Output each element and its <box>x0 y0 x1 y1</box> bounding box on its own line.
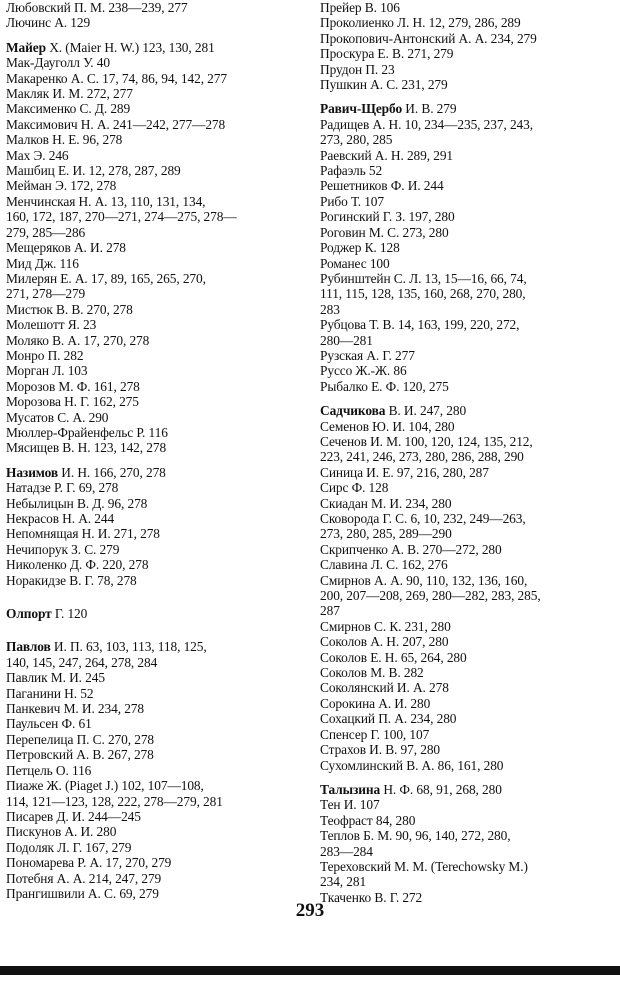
index-entry: Спенсер Г. 100, 107 <box>320 726 430 742</box>
index-entry: Рубцова Т. В. 14, 163, 199, 220, 272, <box>320 317 520 333</box>
index-entry: Майер X. (Maier H. W.) 123, 130, 281 <box>6 39 215 55</box>
index-entry: Макаренко А. С. 17, 74, 86, 94, 142, 277 <box>6 70 227 86</box>
index-entry: Ткаченко В. Г. 272 <box>320 889 423 905</box>
index-entry: Сорокина А. И. 280 <box>320 695 431 711</box>
index-entry: Руссо Ж.-Ж. 86 <box>320 363 407 379</box>
index-entry: Некрасов Н. А. 244 <box>6 511 115 526</box>
index-entry: Решетников Ф. И. 244 <box>320 178 444 194</box>
index-entry: Соколов А. Н. 207, 280 <box>320 634 449 650</box>
index-entry: 200, 207—208, 269, 280—282, 283, 285, <box>320 588 541 604</box>
index-entry: Морозова Н. Г. 162, 275 <box>6 394 139 410</box>
index-entry: Проколиенко Л. Н. 12, 279, 286, 289 <box>320 15 521 31</box>
index-entry: Малков Н. Е. 96, 278 <box>6 132 123 148</box>
index-entry: 114, 121—123, 128, 222, 278—279, 281 <box>6 793 223 809</box>
index-entry: Молешотт Я. 23 <box>6 317 97 333</box>
index-entry: Нечипорук З. С. 279 <box>6 541 120 557</box>
index-entry: Мусатов С. А. 290 <box>6 409 109 425</box>
index-entry: Панкевич М. И. 234, 278 <box>6 701 145 717</box>
index-entry: Прейер В. 106 <box>320 0 400 15</box>
index-entry: Непомнящая Н. И. 271, 278 <box>6 526 160 542</box>
index-entry: Пушкин А. С. 231, 279 <box>320 77 448 93</box>
index-entry: Прудон П. 23 <box>320 61 395 77</box>
index-entry: Скрипченко А. В. 270—272, 280 <box>320 541 502 557</box>
index-entry: Рузская А. Г. 277 <box>320 347 415 363</box>
index-entry: 283 <box>320 301 340 317</box>
index-entry: Мещеряков А. И. 278 <box>6 240 126 256</box>
index-entry: Смирнов А. А. 90, 110, 132, 136, 160, <box>320 572 528 588</box>
index-entry: Павлик М. И. 245 <box>6 670 105 686</box>
index-entry: Норакидзе В. Г. 78, 278 <box>6 572 137 588</box>
index-entry: Лючинс А. 129 <box>6 15 91 31</box>
index-entry: Соколов М. В. 282 <box>320 665 424 681</box>
index-entry: Рубинштейн С. Л. 13, 15—16, 66, 74, <box>320 270 527 286</box>
index-entry: Рогинский Г. З. 197, 280 <box>320 209 455 225</box>
index-entry: 287 <box>320 603 340 619</box>
index-entry: Раевский А. Н. 289, 291 <box>320 147 454 163</box>
index-entry: Менчинская Н. А. 13, 110, 131, 134, <box>6 193 206 209</box>
index-column-left <box>6 0 306 901</box>
index-entry: Олпорт Г. 120 <box>6 606 88 622</box>
index-entry: Максимович Н. А. 241—242, 277—278 <box>6 116 226 132</box>
index-entry: 111, 115, 128, 135, 160, 268, 270, 280, <box>320 286 526 302</box>
index-entry: 140, 145, 247, 264, 278, 284 <box>6 654 158 670</box>
index-entry: Машбиц Е. И. 12, 278, 287, 289 <box>6 163 181 179</box>
index-entry: Теофраст 84, 280 <box>320 812 416 828</box>
index-entry: Небылицын В. Д. 96, 278 <box>6 495 148 511</box>
index-entry: Сеченов И. М. 100, 120, 124, 135, 212, <box>320 433 533 449</box>
index-entry: Садчикова В. И. 247, 280 <box>320 403 467 419</box>
page-number: 293 <box>295 900 325 921</box>
index-entry: Тереховский М. М. (Terechowsky M.) <box>320 858 528 874</box>
index-entry: Натадзе Р. Г. 69, 278 <box>6 480 119 496</box>
index-entry: Роджер К. 128 <box>320 240 400 256</box>
index-entry: Любовский П. М. 238—239, 277 <box>6 0 188 15</box>
index-entry: Паульсен Ф. 61 <box>6 716 92 732</box>
index-entry: Рафаэль 52 <box>320 163 383 179</box>
index-entry: Страхов И. В. 97, 280 <box>320 742 441 758</box>
index-entry: Рибо Т. 107 <box>320 193 384 209</box>
index-entry: Проскура Е. В. 271, 279 <box>320 46 454 62</box>
index-column-right <box>320 0 616 905</box>
index-entry: Моляко В. А. 17, 270, 278 <box>6 332 150 348</box>
index-entry: Равич-Щербо И. В. 279 <box>320 101 457 117</box>
index-entry: Милерян Е. А. 17, 89, 165, 265, 270, <box>6 270 206 286</box>
index-entry: Семенов Ю. И. 104, 280 <box>320 418 455 434</box>
index-entry: 271, 278—279 <box>6 286 86 302</box>
index-entry: Романес 100 <box>320 255 390 271</box>
index-entry: Синица И. Е. 97, 216, 280, 287 <box>320 464 489 480</box>
index-entry: Прокопович-Антонский А. А. 234, 279 <box>320 30 537 46</box>
index-entry: Сирс Ф. 128 <box>320 480 389 496</box>
index-entry: 279, 285—286 <box>6 224 86 240</box>
index-entry: Сухомлинский В. А. 86, 161, 280 <box>320 757 504 773</box>
index-entry: 273, 280, 285, 289—290 <box>320 526 452 542</box>
index-entry: 223, 241, 246, 273, 280, 286, 288, 290 <box>320 449 524 465</box>
index-entry: Тен И. 107 <box>320 797 380 813</box>
bottom-rule <box>0 966 620 975</box>
index-entry: Теплов Б. М. 90, 96, 140, 272, 280, <box>320 828 511 844</box>
index-entry: Назимов И. Н. 166, 270, 278 <box>6 464 166 480</box>
index-entry: Скиадан М. И. 234, 280 <box>320 495 452 511</box>
index-entry: Писарев Д. И. 244—245 <box>6 808 141 824</box>
index-entry: 234, 281 <box>320 874 367 890</box>
index-entry: Пиаже Ж. (Piaget J.) 102, 107—108, <box>6 778 204 794</box>
index-entry: Мак-Дауголл У. 40 <box>6 55 110 71</box>
index-entry: Мистюк В. В. 270, 278 <box>6 301 133 317</box>
index-entry: Павлов И. П. 63, 103, 113, 118, 125, <box>6 639 207 655</box>
index-entry: Роговин М. С. 273, 280 <box>320 224 449 240</box>
index-entry: Талызина Н. Ф. 68, 91, 268, 280 <box>320 781 502 797</box>
index-entry: Макляк И. М. 272, 277 <box>6 86 133 102</box>
index-entry: Паганини Н. 52 <box>6 685 94 701</box>
index-entry: Максименко С. Д. 289 <box>6 101 131 117</box>
index-entry: 280—281 <box>320 332 373 348</box>
index-entry: Петцель О. 116 <box>6 762 92 778</box>
index-entry: Подоляк Л. Г. 167, 279 <box>6 839 132 855</box>
index-entry: Мясищев В. Н. 123, 142, 278 <box>6 440 167 456</box>
index-entry: 160, 172, 187, 270—271, 274—275, 278— <box>6 209 237 225</box>
index-entry: Морган Л. 103 <box>6 363 88 379</box>
index-entry: Прангишвили А. С. 69, 279 <box>6 885 159 901</box>
index-entry: Мах Э. 246 <box>6 147 69 163</box>
index-entry: Перепелица П. С. 270, 278 <box>6 731 155 747</box>
index-entry: Петровский А. В. 267, 278 <box>6 747 154 763</box>
index-entry: Славина Л. С. 162, 276 <box>320 557 448 573</box>
index-entry: Мид Дж. 116 <box>6 255 79 271</box>
index-entry: Пискунов А. И. 280 <box>6 824 117 840</box>
index-entry: Сохацкий П. А. 234, 280 <box>320 711 457 727</box>
index-entry: Морозов М. Ф. 161, 278 <box>6 378 140 394</box>
index-entry: Соколянский И. А. 278 <box>320 680 449 696</box>
index-entry: Рыбалко Е. Ф. 120, 275 <box>320 378 449 394</box>
index-entry: 273, 280, 285 <box>320 132 393 148</box>
index-entry: Пономарева Р. А. 17, 270, 279 <box>6 855 172 871</box>
index-entry: 283—284 <box>320 843 373 859</box>
index-entry: Радищев А. Н. 10, 234—235, 237, 243, <box>320 116 533 132</box>
index-entry: Потебня А. А. 214, 247, 279 <box>6 870 162 886</box>
index-entry: Сковорода Г. С. 6, 10, 232, 249—263, <box>320 511 526 526</box>
index-entry: Смирнов С. К. 231, 280 <box>320 618 451 634</box>
index-entry: Мюллер-Фрайенфельс Р. 116 <box>6 424 168 440</box>
index-entry: Соколов Е. Н. 65, 264, 280 <box>320 649 467 665</box>
index-entry: Мейман Э. 172, 278 <box>6 178 117 194</box>
index-entry: Монро П. 282 <box>6 347 84 363</box>
index-entry: Николенко Д. Ф. 220, 278 <box>6 557 149 573</box>
